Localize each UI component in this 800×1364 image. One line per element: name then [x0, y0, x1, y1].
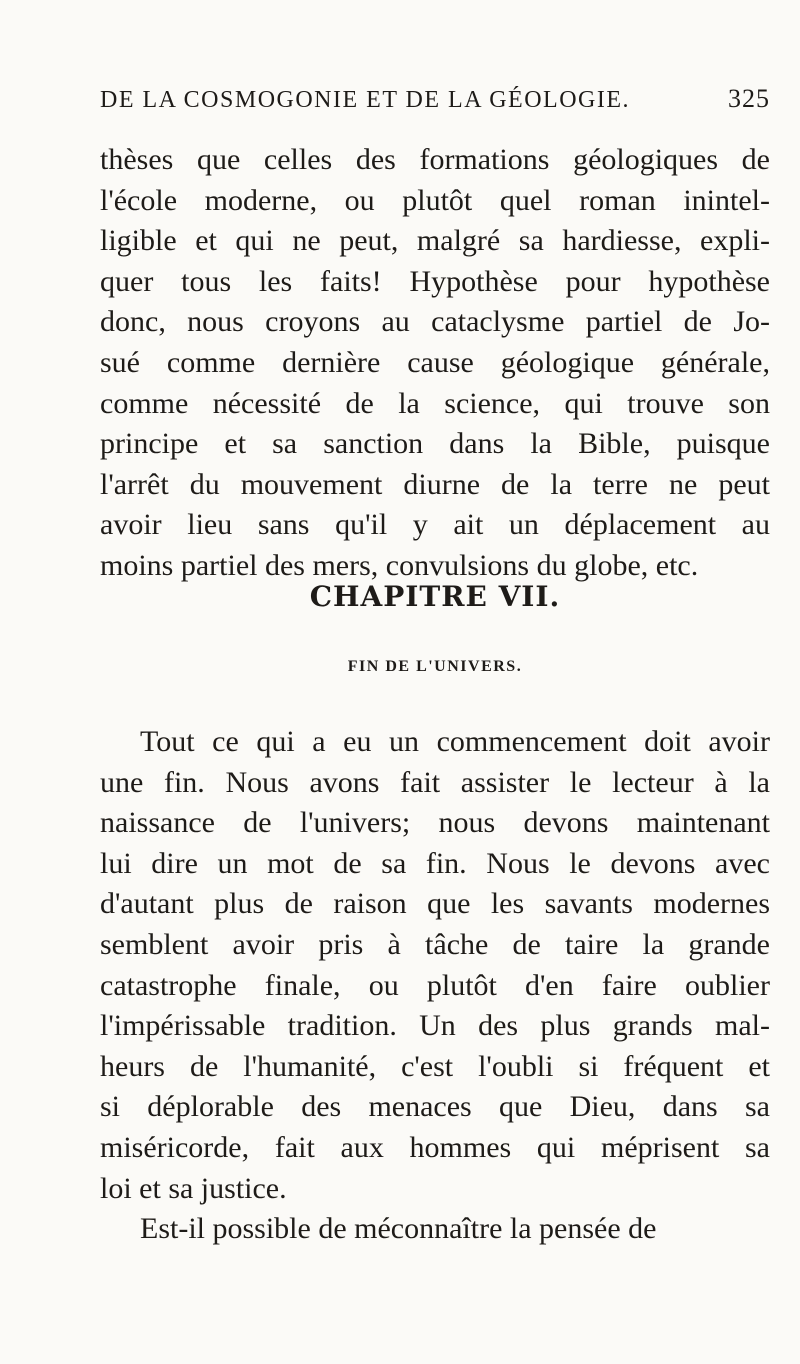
- page-number: 325: [728, 84, 770, 113]
- text-line: semblent avoir pris à tâche de taire la grande: [100, 927, 770, 961]
- text-line: quer tous les faits! Hypothèse pour hypothèse: [100, 264, 770, 298]
- text-line: si déplorable des menaces que Dieu, dans sa: [100, 1090, 770, 1124]
- text-line: l'école moderne, ou plutôt quel roman inintel-: [100, 183, 770, 217]
- page-header: [100, 84, 770, 124]
- text-line: catastrophe finale, ou plutôt d'en faire oublier: [100, 968, 770, 1002]
- running-title: DE LA COSMOGONIE ET DE LA GÉOLOGIE.: [100, 87, 631, 113]
- text-line: une fin. Nous avons fait assister le lecteur à la: [100, 765, 770, 799]
- text-line: loi et sa justice.: [100, 1171, 287, 1205]
- text-line: naissance de l'univers; nous devons maintenant: [100, 806, 770, 840]
- chapter-subtitle: FIN DE L'UNIVERS.: [347, 658, 523, 675]
- text-line: l'impérissable tradition. Un des plus grands mal-: [100, 1009, 770, 1043]
- chapter-title: CHAPITRE VII.: [309, 580, 561, 613]
- text-line: principe et sa sanction dans la Bible, puisque: [100, 427, 770, 461]
- text-line: donc, nous croyons au cataclysme partiel de Jo-: [100, 305, 770, 339]
- text-line: lui dire un mot de sa fin. Nous le devons avec: [100, 846, 770, 880]
- text-line: Tout ce qui a eu un commencement doit avoir: [140, 725, 770, 758]
- text-line: l'arrêt du mouvement diurne de la terre ne peut: [100, 467, 770, 501]
- chapter-body: [100, 722, 770, 1250]
- text-line: ligible et qui ne peut, malgré sa hardiesse, expli-: [100, 224, 770, 258]
- text-line: sué comme dernière cause géologique générale,: [100, 345, 770, 379]
- text-line: moins partiel des mers, convulsions du globe, etc.: [100, 548, 699, 582]
- paragraph-continued: [100, 140, 770, 587]
- text-line: miséricorde, fait aux hommes qui méprisent sa: [100, 1130, 770, 1164]
- text-line: comme nécessité de la science, qui trouve son: [100, 386, 770, 420]
- text-line: d'autant plus de raison que les savants modernes: [100, 887, 770, 921]
- text-line: avoir lieu sans qu'il y ait un déplacement au: [100, 508, 770, 542]
- text-line: thèses que celles des formations géologiques de: [100, 143, 770, 176]
- text-line: heurs de l'humanité, c'est l'oubli si fréquent et: [100, 1049, 770, 1083]
- text-line: Est-il possible de méconnaître la pensée de: [140, 1212, 657, 1246]
